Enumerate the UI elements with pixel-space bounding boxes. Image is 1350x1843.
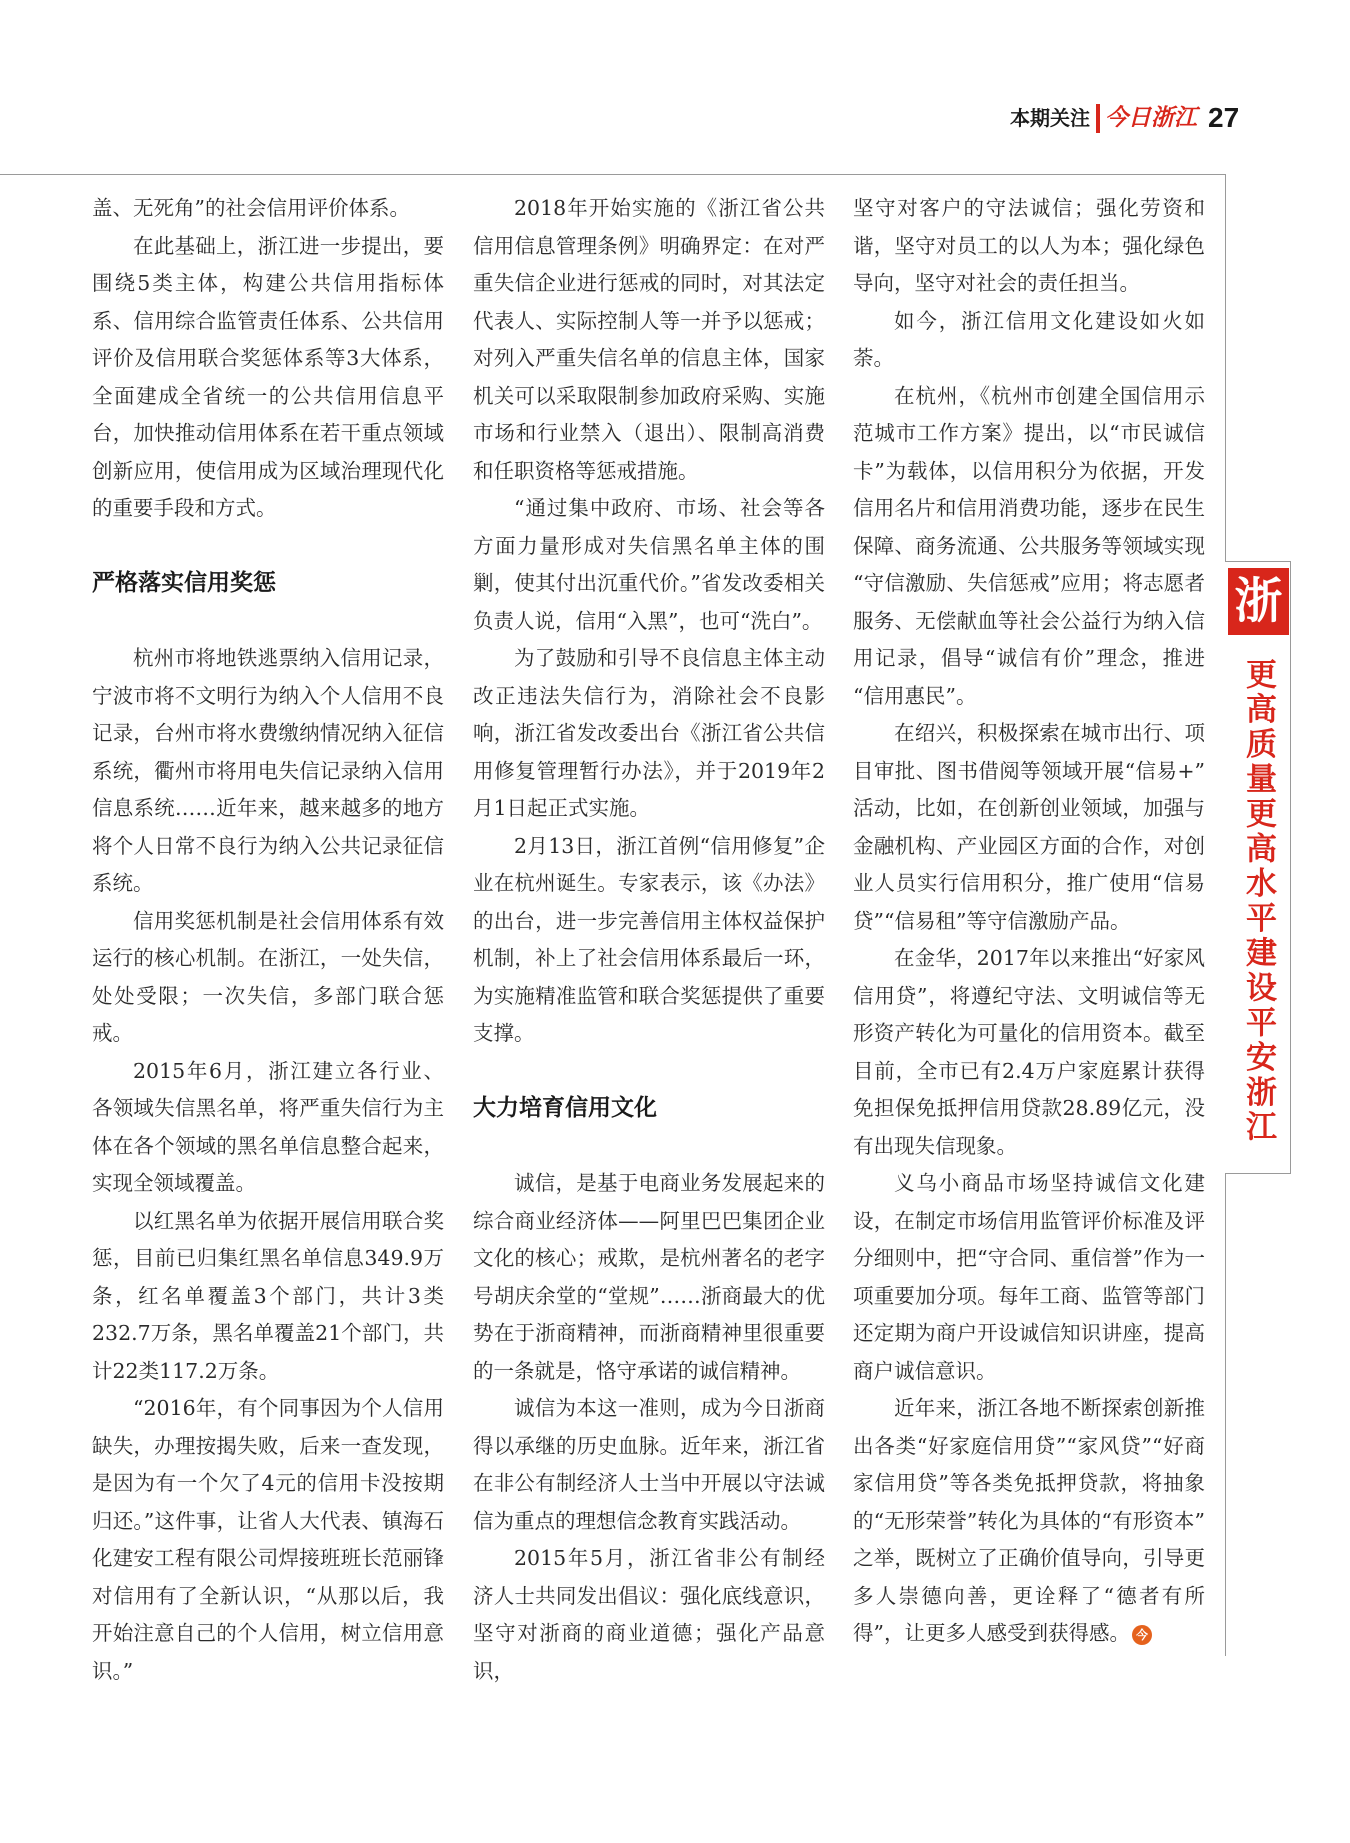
page-number: 27 [1208,102,1240,133]
article-paragraph: 以红黑名单为依据开展信用联合奖惩，目前已归集红黑名单信息349.9万条，红名单覆盖3个部门，共计3类232.7万条，黑名单覆盖21个部门，共计22类117.2万条。 [92,1208,444,1383]
article-paragraph: 诚信，是基于电商业务发展起来的综合商业经济体——阿里巴巴集团企业文化的核心；戒欺，是杭州著名的老字号胡庆余堂的“堂规”……浙商最大的优势在于浙商精神，而浙商精神里很重要的一条就是，恪守承诺的诚信精神。 [473,1171,825,1383]
article-paragraph: 在杭州，《杭州市创建全国信用示范城市工作方案》提出，以“市民诚信卡”为载体，以信用积分为依据，开发信用名片和信用消费功能，逐步在民生保障、商务流通、公共服务等领域实现“守信激励、失信惩戒”应用；将志愿者服务、无偿献血等社会公益行为纳入信用记录，倡导“诚信有价”理念，推进“信用惠民”。 [853,383,1205,708]
magazine-logo: 今日浙江 [1105,104,1197,131]
end-mark-icon: 今 [1132,1625,1152,1645]
article-column-2 [473,190,825,1690]
article-paragraph: 信用奖惩机制是社会信用体系有效运行的核心机制。在浙江，一处失信，处处受限；一次失信，多部门联合惩戒。 [92,908,444,1045]
article-paragraph: 在绍兴，积极探索在城市出行、项目审批、图书借阅等领域开展“信易+”活动，比如，在创新创业领域，加强与金融机构、产业园区方面的合作，对创业人员实行信用积分，推广使用“信易贷”“信易租”等守信激励产品。 [853,721,1205,933]
article-paragraph: “通过集中政府、市场、社会等各方面力量形成对失信黑名单主体的围剿，使其付出沉重代价。”省发改委相关负责人说，信用“入黑”，也可“洗白”。 [473,496,825,633]
paragraph-text: 近年来，浙江各地不断探索创新推出各类“好家庭信用贷”“家风贷”“好商家信用贷”等各类免抵押贷款，将抽象的“无形荣誉”转化为具体的“有形资本”之举，既树立了正确价值导向，引导更多人崇德向善，更诠释了“德者有所得”，让更多人感受到获得感。 [853,1396,1205,1645]
section-label: 本期关注 [1010,106,1090,130]
article-paragraph: 为了鼓励和引导不良信息主体主动改正违法失信行为，消除社会不良影响，浙江省发改委出台《浙江省公共信用修复管理暂行办法》，并于2019年2月1日起正式实施。 [473,646,825,820]
article-column-3 [853,190,1205,1653]
article-paragraph: 2015年6月，浙江建立各行业、各领域失信黑名单，将严重失信行为主体在各个领域的黑名单信息整合起来，实现全领域覆盖。 [92,1058,444,1195]
top-rule [0,174,1225,175]
article-paragraph: 在此基础上，浙江进一步提出，要围绕5类主体，构建公共信用指标体系、信用综合监管责任体系、公共信用评价及信用联合奖惩体系等3大体系，全面建成全省统一的公共信用信息平台，加快推动信用体系在若干重点领域创新应用，使信用成为区域治理现代化的重要手段和方式。 [92,233,444,520]
side-tab [1225,561,1291,1174]
article-paragraph: 2015年5月，浙江省非公有制经济人士共同发出倡议：强化底线意识，坚守对浙商的商业道德；强化产品意识， [473,1546,825,1683]
article-paragraph: “2016年，有个同事因为个人信用缺失，办理按揭失败，后来一查发现，是因为有一个欠了4元的信用卡没按期归还。”这件事，让省人大代表、镇海石化建安工程有限公司焊接班班长范丽锋对信用有了全新认识，“从那以后，我开始注意自己的个人信用，树立信用意识。” [92,1396,444,1683]
section-heading: 严格落实信用奖惩 [92,570,276,596]
article-paragraph: 坚守对客户的守法诚信；强化劳资和谐，坚守对员工的以人为本；强化绿色导向，坚守对社会的责任担当。 [853,196,1205,295]
section-heading: 大力培育信用文化 [473,1095,657,1121]
header-divider [1096,104,1100,133]
article-column-1 [92,190,444,1690]
side-tab-logo: 浙 [1228,568,1289,635]
article-paragraph: 盖、无死角”的社会信用评价体系。 [92,196,410,220]
article-paragraph: 诚信为本这一准则，成为今日浙商得以承继的历史血脉。近年来，浙江省在非公有制经济人士当中开展以守法诚信为重点的理想信念教育实践活动。 [473,1396,825,1533]
side-tab-slogan: 更高质量更高水平建设平安浙江 [1240,658,1276,1146]
article-paragraph: 2018年开始实施的《浙江省公共信用信息管理条例》明确界定：在对严重失信企业进行惩戒的同时，对其法定代表人、实际控制人等一并予以惩戒；对列入严重失信名单的信息主体，国家机关可以采取限制参加政府采购、实施市场和行业禁入（退出）、限制高消费和任职资格等惩戒措施。 [473,196,825,483]
article-paragraph: 义乌小商品市场坚持诚信文化建设，在制定市场信用监管评价标准及评分细则中，把“守合同、重信誉”作为一项重要加分项。每年工商、监管等部门还定期为商户开设诚信知识讲座，提高商户诚信意识。 [853,1171,1205,1383]
article-paragraph: 2月13日，浙江首例“信用修复”企业在杭州诞生。专家表示，该《办法》的出台，进一步完善信用主体权益保护机制，补上了社会信用体系最后一环，为实施精准监管和联合奖惩提供了重要支撑。 [473,833,825,1045]
article-paragraph: 如今，浙江信用文化建设如火如荼。 [853,308,1205,370]
article-paragraph [853,1390,1205,1653]
article-paragraph: 杭州市将地铁逃票纳入信用记录，宁波市将不文明行为纳入个人信用不良记录，台州市将水费缴纳情况纳入征信系统，衢州市将用电失信记录纳入信用信息系统……近年来，越来越多的地方将个人日常不良行为纳入公共记录征信系统。 [92,646,444,895]
article-paragraph: 在金华，2017年以来推出“好家风信用贷”，将遵纪守法、文明诚信等无形资产转化为可量化的信用资本。截至目前，全市已有2.4万户家庭累计获得免担保免抵押信用贷款28.89亿元，没有出现失信现象。 [853,946,1205,1158]
